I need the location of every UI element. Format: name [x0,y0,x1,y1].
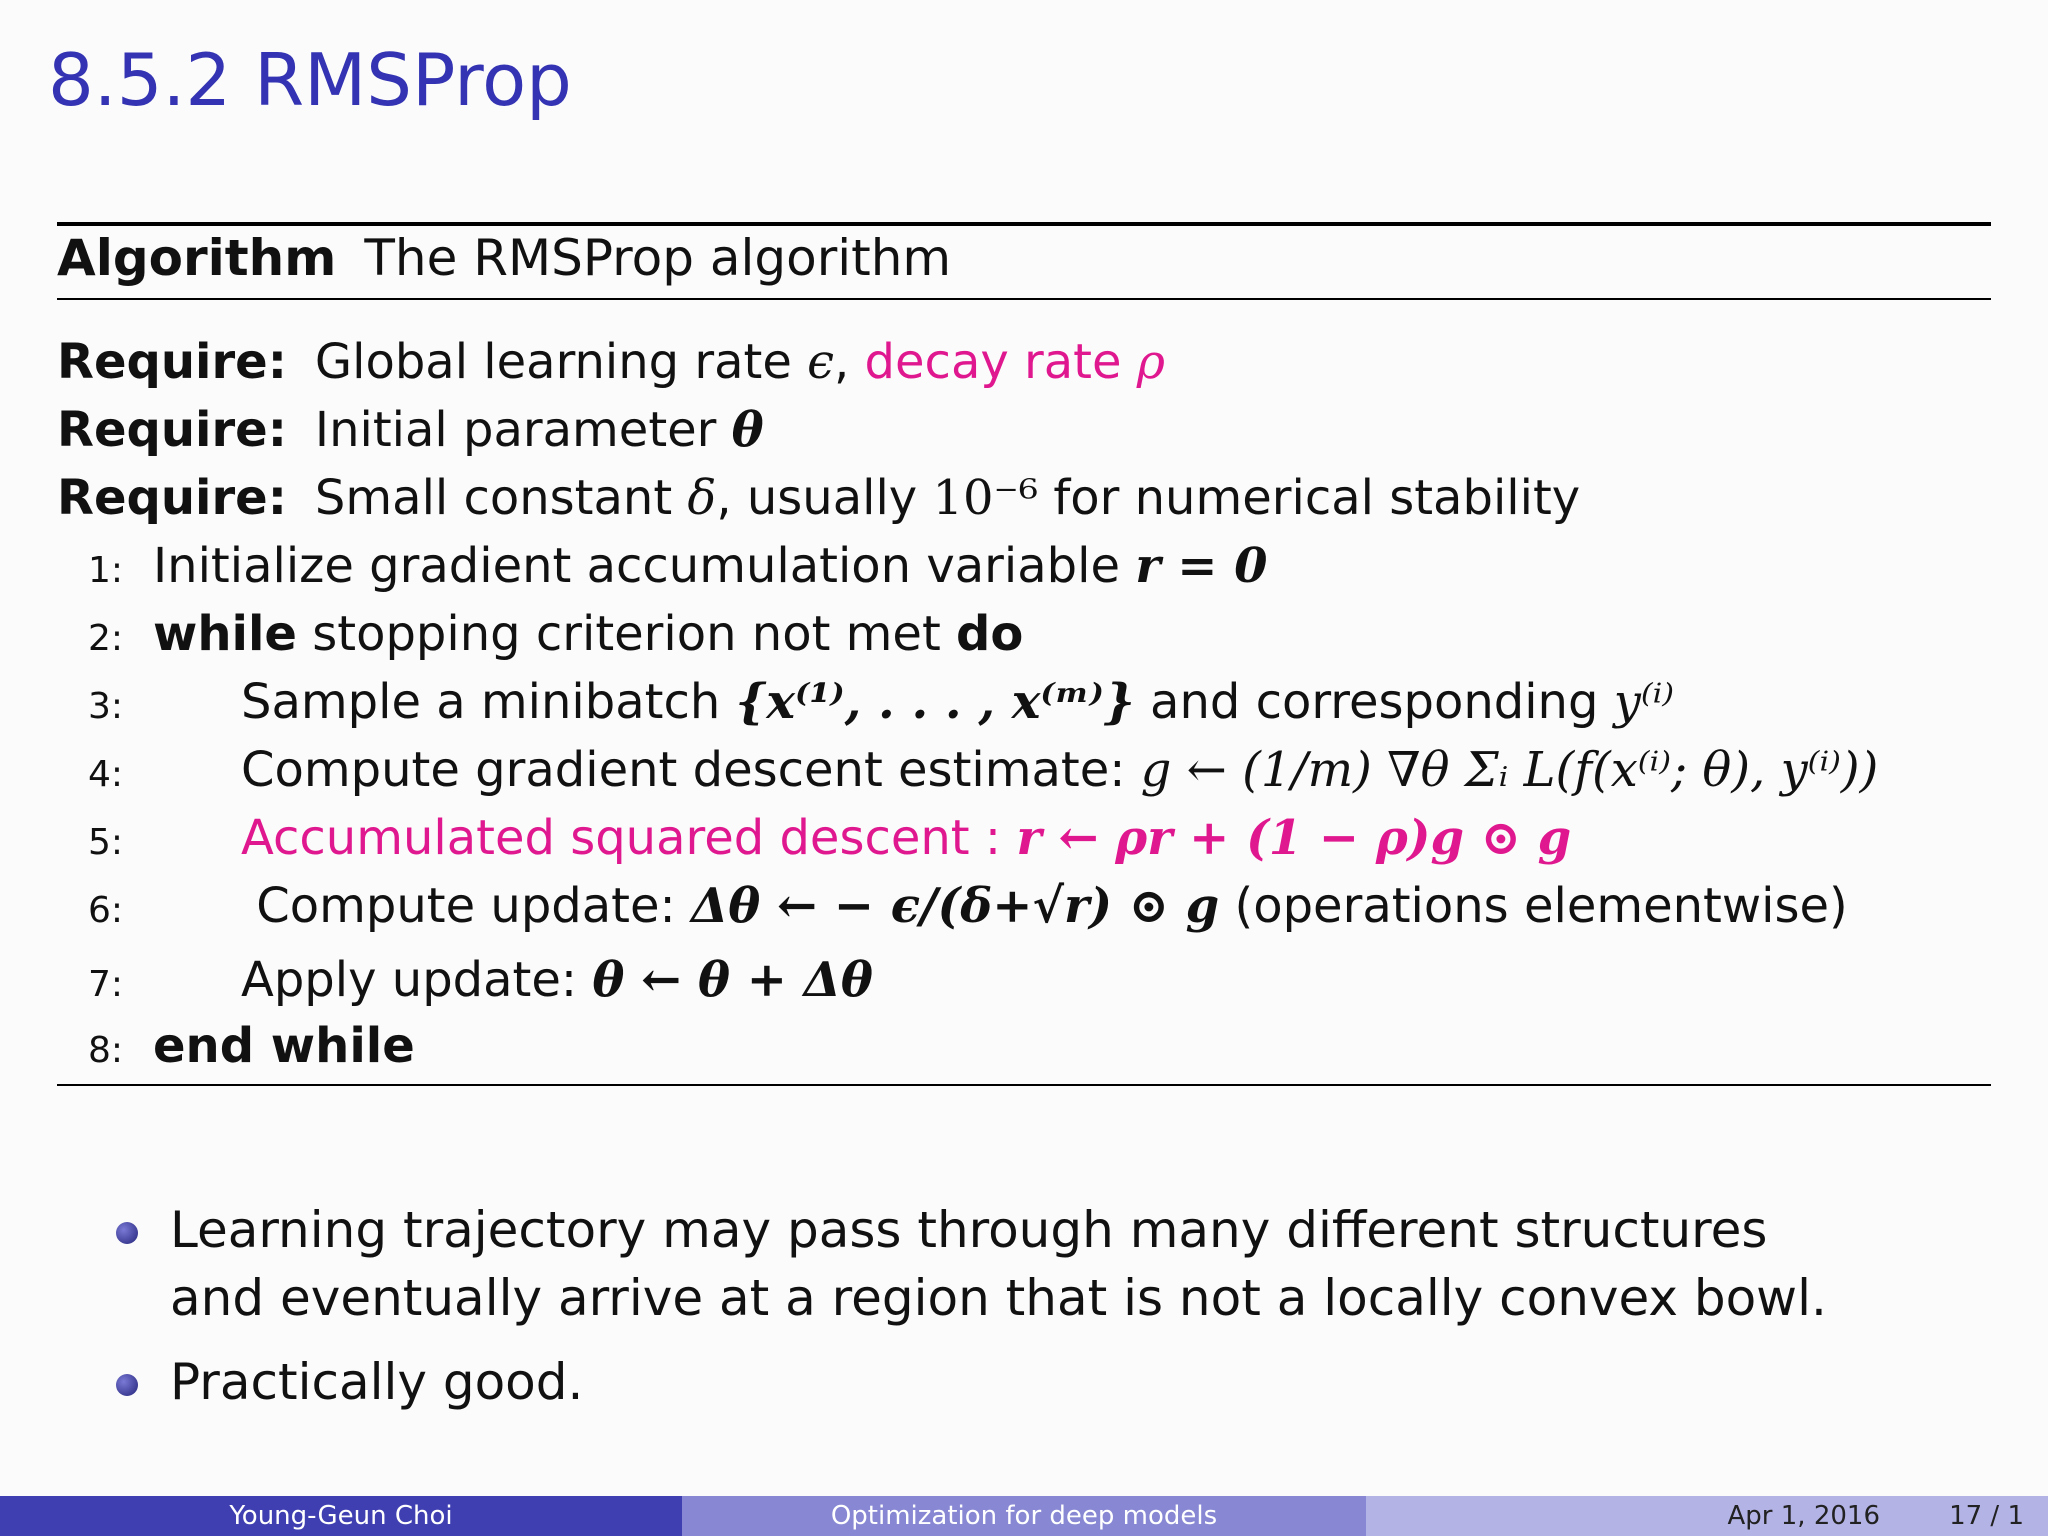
require-label: Require: [57,334,287,390]
list-item [110,1196,1870,1332]
require-label: Require: [57,470,287,526]
footer-author: Young-Geun Choi [0,1496,682,1536]
require-highlight-text: decay rate [864,334,1137,390]
require-tail-2: for numerical stability [1038,470,1581,526]
step-8 [57,1012,415,1080]
step-text: Compute gradient descent estimate: [241,742,1141,798]
step-5 [57,804,1571,872]
step-math: r ← ρr + (1 − ρ)g ⊙ g [1016,810,1572,866]
bullet-icon [116,1222,138,1244]
algorithm-name: The RMSProp algorithm [364,229,952,287]
step-math: g ← (1/m) ∇θ Σᵢ L(f(x⁽ⁱ⁾; θ), y⁽ⁱ⁾)) [1140,742,1879,798]
require-line-2 [57,396,764,464]
footer-topic: Optimization for deep models [682,1496,1366,1536]
step-tail: and corresponding [1134,674,1614,730]
require-line-1 [57,328,1165,396]
require-label: Require: [57,402,287,458]
algorithm-header [57,228,951,288]
algorithm-label: Algorithm [57,229,337,287]
step-text: Apply update: [241,952,593,1008]
step-number: 7: [87,964,123,1005]
step-math: r = 0 [1135,538,1268,594]
algorithm-bottom-rule [57,1084,1991,1086]
footer-bar [0,1496,2048,1536]
step-math-2: y⁽ⁱ⁾ [1613,674,1675,730]
slide-title: 8.5.2 RMSProp [48,38,572,122]
keyword-do: do [956,606,1024,662]
keyword-while: while [153,606,297,662]
step-6 [57,872,1848,940]
require-math: ϵ [807,334,835,390]
step-number: 6: [87,890,123,931]
require-math: δ [687,470,717,526]
step-number: 1: [87,550,123,591]
step-text: Sample a minibatch [241,674,736,730]
step-3 [57,668,1674,736]
bullet-text: Practically good. [170,1353,584,1411]
algorithm-top-rule [57,222,1991,226]
step-7 [57,946,873,1014]
footer-page-number: 17 / 1 [1949,1501,2024,1531]
step-number: 2: [87,618,123,659]
footer-info [1366,1496,2048,1536]
step-tail: (operations elementwise) [1219,878,1848,934]
require-math: θ [731,402,764,458]
step-1 [57,532,1268,600]
bullet-icon [116,1374,138,1396]
step-text: Compute update: [241,878,691,934]
step-number: 3: [87,686,123,727]
bullet-list [110,1196,1870,1432]
step-text: Initialize gradient accumulation variable [153,538,1136,594]
algorithm-header-rule [57,298,1991,300]
step-math: θ ← θ + Δθ [592,952,873,1008]
list-item [110,1348,1870,1416]
step-math: {x⁽¹⁾, . . . , x⁽ᵐ⁾} [735,674,1135,730]
step-4 [57,736,1878,804]
require-tail: , usually [716,470,933,526]
keyword-end-while: end while [153,1018,415,1074]
footer-date: Apr 1, 2016 [1727,1501,1880,1531]
require-text: Small constant [314,470,688,526]
step-text: stopping criterion not met [296,606,957,662]
step-2 [57,600,1023,668]
step-number: 8: [87,1030,123,1071]
step-number: 4: [87,754,123,795]
require-line-3 [57,464,1580,532]
require-text: Global learning rate [314,334,808,390]
step-number: 5: [87,822,123,863]
require-math-2: 10⁻⁶ [932,470,1039,526]
require-highlight-math: ρ [1136,334,1165,390]
require-tail: , [834,334,865,390]
step-text: Accumulated squared descent : [241,810,1017,866]
bullet-text: Learning trajectory may pass through many different structures and eventually arrive at a region that is not a locally convex bowl. [170,1201,1827,1327]
step-math: Δθ ← − ϵ/(δ+√r) ⊙ g [690,878,1220,934]
require-text: Initial parameter [314,402,732,458]
